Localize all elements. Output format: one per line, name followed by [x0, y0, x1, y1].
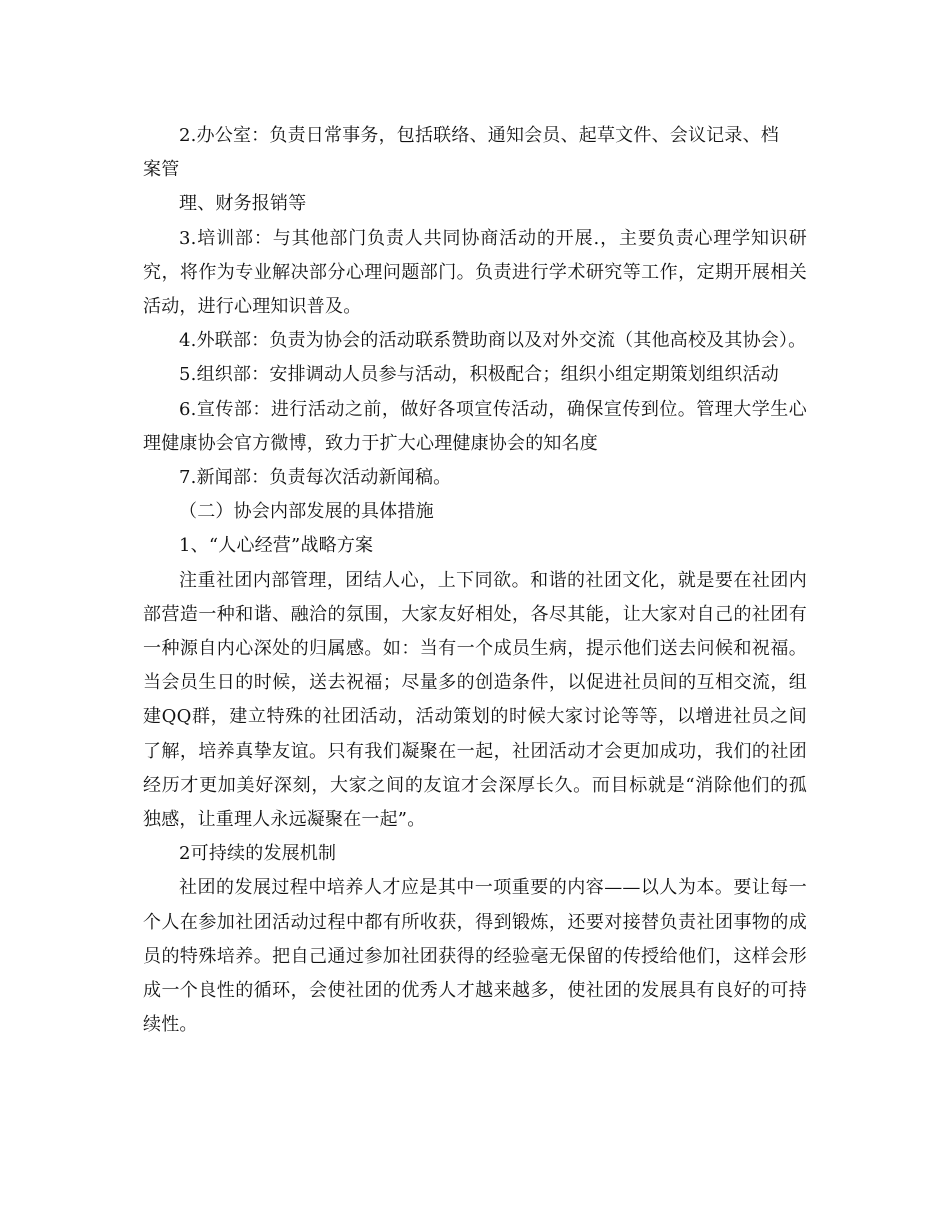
strategy1-body: 注重社团内部管理，团结人心，上下同欲。和谐的社团文化，就是要在社团内部营造一种和谐、融洽的氛围，大家友好相处，各尽其能，让大家对自己的社团有一种源自内心深处的归属感。如：当有一个成员生病，提示他们送去问候和祝福。当会员生日的时候，送去祝福；尽量多的创造条件，以促进社员间的互相交流，组建QQ群，建立特殊的社团活动，活动策划的时候大家讨论等等，以增进社员之间了解，培养真挚友谊。只有我们凝聚在一起，社团活动才会更加成功，我们的社团经历才更加美好深刻，大家之间的友谊才会深厚长久。而目标就是“消除他们的孤独感，让重理人永远凝聚在一起”。	[143, 569, 807, 831]
strategy2-heading: 2可持续的发展机制	[179, 843, 337, 865]
document-body	[143, 119, 807, 1042]
organization-dept-item: 5.组织部：安排调动人员参与活动，积极配合；组织小组定期策划组织活动	[179, 364, 779, 386]
publicity-dept-item: 6.宣传部：进行活动之前，做好各项宣传活动，确保宣传到位。管理大学生心理健康协会官方微博，致力于扩大心理健康协会的知名度	[143, 398, 807, 454]
office-item-line3: 理、财务报销等	[179, 193, 307, 215]
external-dept-item: 4.外联部：负责为协会的活动联系赞助商以及对外交流（其他高校及其协会）。	[179, 330, 807, 352]
office-item-line2: 案管	[143, 159, 180, 181]
strategy1-heading: 1、“人心经营”战略方案	[179, 535, 374, 557]
section-heading: （二）协会内部发展的具体措施	[179, 501, 434, 523]
office-item-line1: 2.办公室：负责日常事务，包括联络、通知会员、起草文件、会议记录、档	[179, 125, 779, 146]
training-dept-item: 3.培训部：与其他部门负责人共同协商活动的开展.，主要负责心理学知识研究，将作为专业解决部分心理问题部门。负责进行学术研究等工作，定期开展相关活动，进行心理知识普及。	[143, 227, 807, 318]
news-dept-item: 7.新闻部：负责每次活动新闻稿。	[179, 467, 452, 489]
strategy2-body: 社团的发展过程中培养人才应是其中一项重要的内容——以人为本。要让每一个人在参加社团活动过程中都有所收获，得到锻炼，还要对接替负责社团事物的成员的特殊培养。把自己通过参加社团获得的经验毫无保留的传授给他们，这样会形成一个良性的循环，会使社团的优秀人才越来越多，使社团的发展具有良好的可持续性。	[143, 877, 807, 1036]
